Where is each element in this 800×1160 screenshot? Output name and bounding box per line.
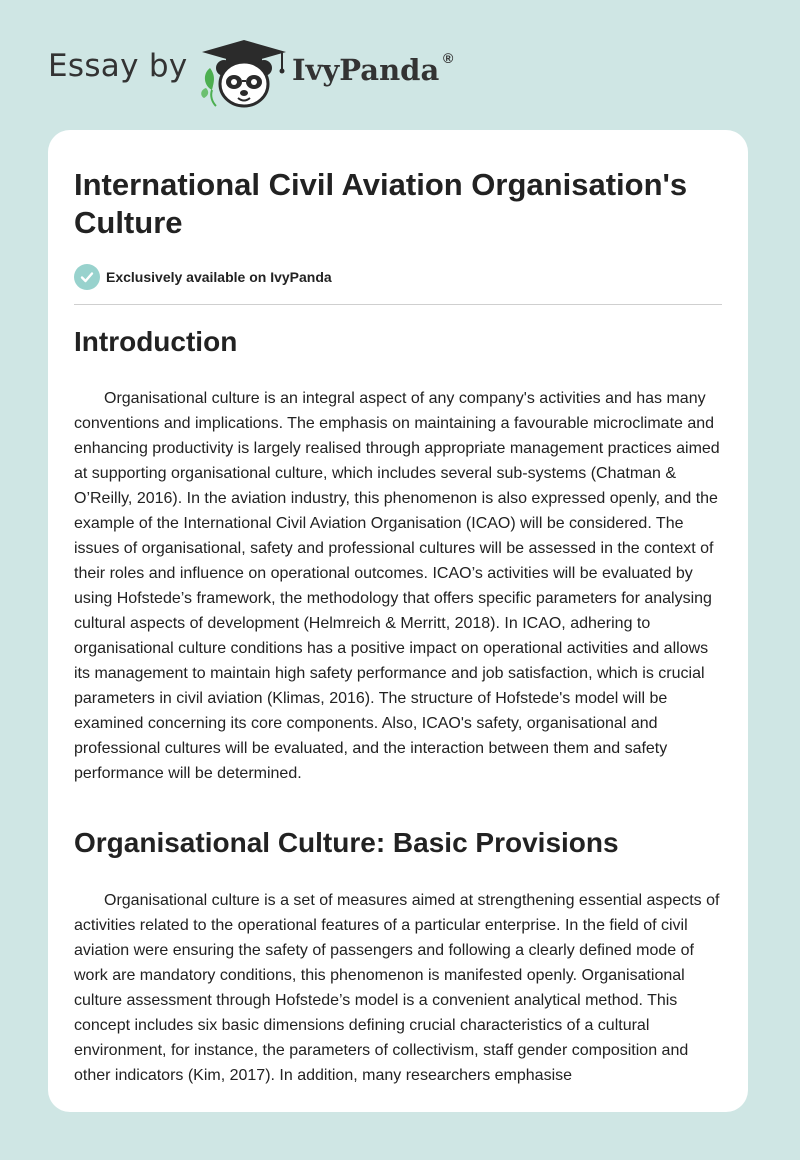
exclusive-badge-label: Exclusively available on IvyPanda [106,269,332,285]
article-title: International Civil Aviation Organisation's Culture [74,167,688,240]
registered-mark: ® [443,50,454,66]
section-heading-introduction: Introduction [74,326,238,357]
site-header [0,0,800,125]
title-divider [74,304,722,305]
panda-logo-icon[interactable] [198,38,290,110]
exclusive-badge [74,263,332,291]
article-card [48,130,748,1112]
brand-name: IvyPanda [292,53,440,87]
section-heading-basic-provisions: Organisational Culture: Basic Provisions [74,827,619,858]
section-paragraph-basic-provisions: Organisational culture is a set of measures aimed at strengthening essential aspects of activities related to the operational features of a particular enterprise. In the field of civil aviation were ensuring the safety of passengers and following a clearly defined mode of work are mandatory conditions, this phenomenon is manifested openly. Organisational culture assessment through Hofstede’s model is a convenient analytical method. This concept includes six basic dimensions defining crucial characteristics of a cultural environment, for instance, the parameters of collectivism, staff gender composition and other indicators (Kim, 2017). In addition, many researchers emphasise [74,892,720,1084]
section-paragraph-introduction: Organisational culture is an integral aspect of any company's activities and has many conventions and implications. The emphasis on maintaining a favourable microclimate and enhancing productivity is largely realised through appropriate management practices aimed at supporting organisational culture, which includes several sub-systems (Chatman & O’Reilly, 2016). In the aviation industry, this phenomenon is also expressed openly, and the example of the International Civil Aviation Organisation (ICAO) will be considered. The issues of organisational, safety and professional cultures will be assessed in the context of their roles and influence on operational outcomes. ICAO’s activities will be evaluated by using Hofstede’s framework, the methodology that offers specific parameters for analysing cultural aspects of development (Helmreich & Merritt, 2018). In ICAO, adhering to organisational culture conditions has a positive impact on operational activities and allows its management to maintain high safety performance and job satisfaction, which is crucial parameters in civil aviation (Klimas, 2016). The structure of Hofstede's model will be examined concerning its core components. Also, ICAO's safety, organisational and professional cultures will be evaluated, and the interaction between them and safety performance will be determined. [74,390,720,782]
brand-prefix: Essay by [48,48,188,84]
check-icon [74,264,100,290]
